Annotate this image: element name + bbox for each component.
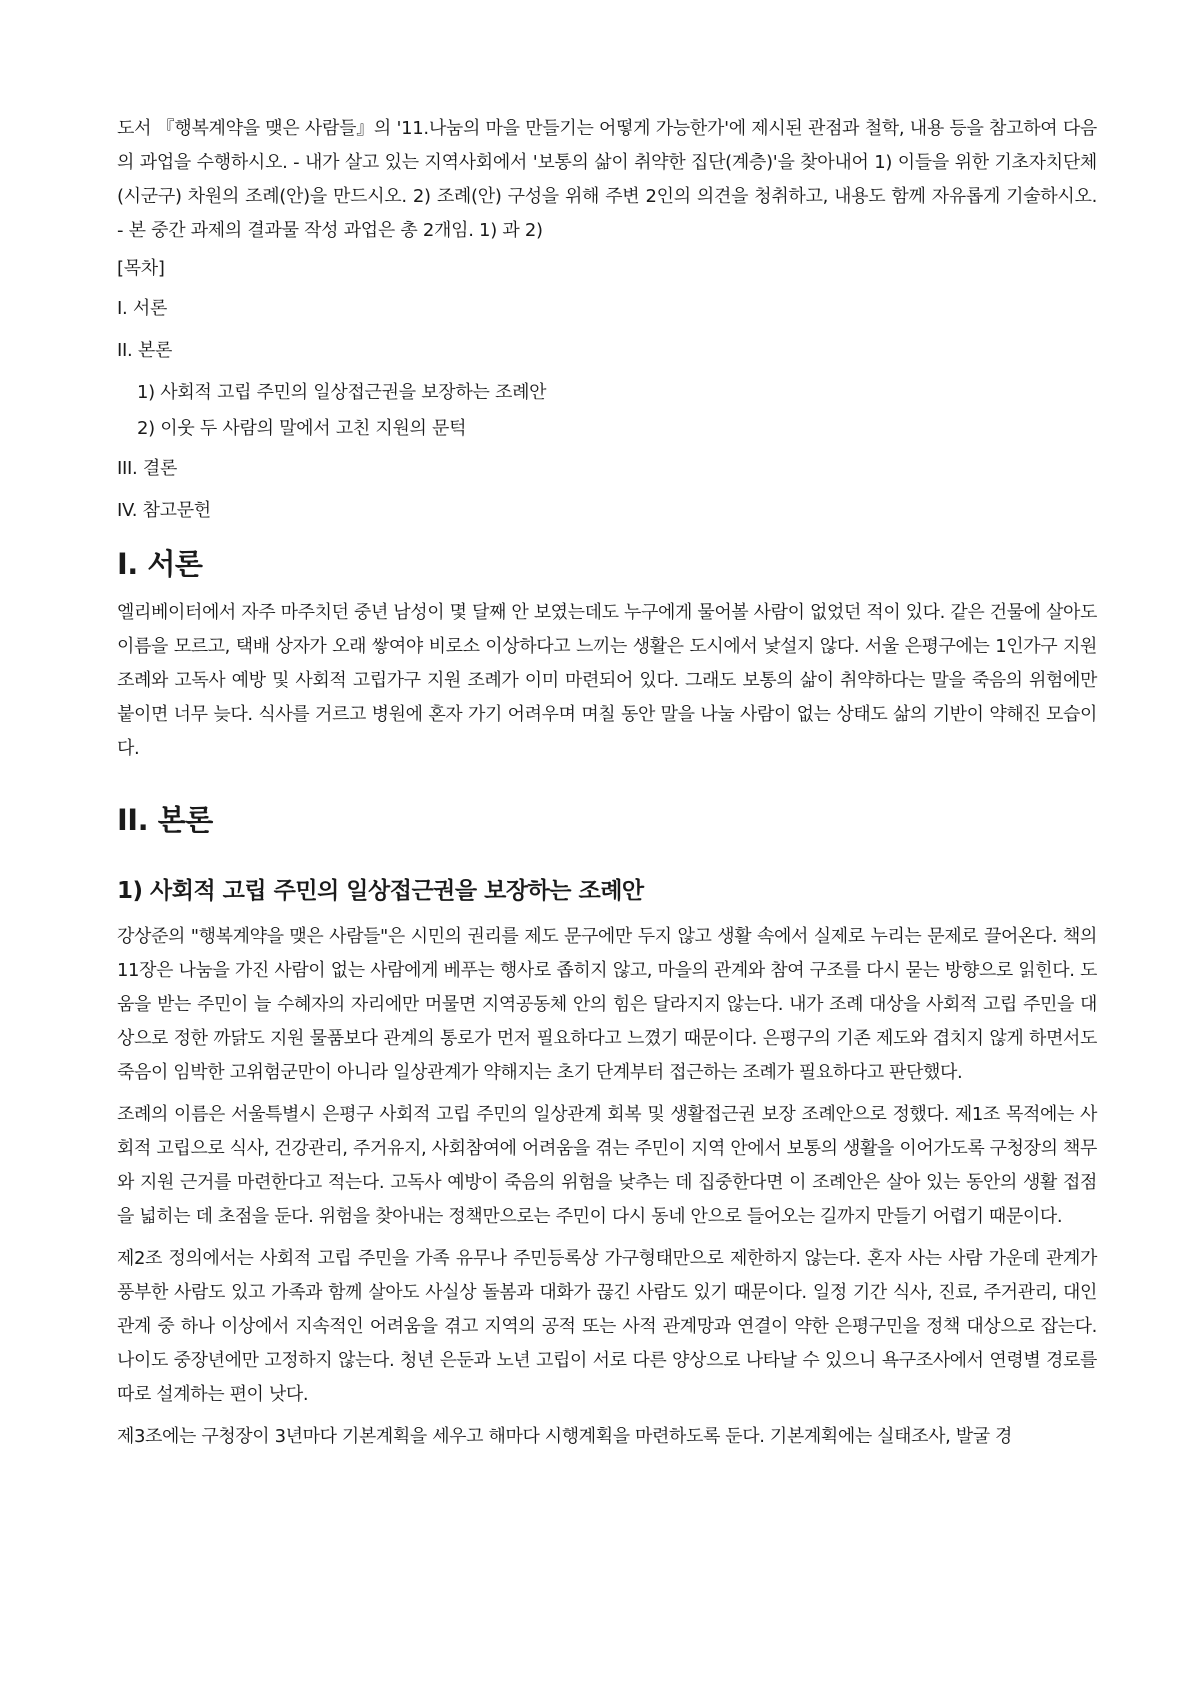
section-heading-body: II. 본론: [117, 803, 213, 837]
toc-item-references: IV. 참고문헌: [117, 500, 211, 521]
intro-paragraph: 엘리베이터에서 자주 마주치던 중년 남성이 몇 달째 안 보였는데도 누구에게 물어볼 사람이 없었던 적이 있다. 같은 건물에 살아도 이름을 모르고, 택배 상자가 오래 쌓여야 비로소 이상하다고 느끼는 생활은 도시에서 낯설지 않다. 서울 은평구에는 1인가구 지원 조례와 고독사 예방 및 사회적 고립가구 지원 조례가 이미 마련되어 있다. 그래도 보통의 삶이 취약하다는 말을 죽음의 위험에만 붙이면 너무 늦다. 식사를 거르고 병원에 혼자 가기 어려우며 며칠 동안 말을 나눌 사람이 없는 상태도 삶의 기반이 약해진 모습이다.: [117, 602, 1097, 759]
toc-subitem-1: 1) 사회적 고립 주민의 일상접근권을 보장하는 조례안: [137, 382, 547, 403]
body-paragraph: 강상준의 "행복계약을 맺은 사람들"은 시민의 권리를 제도 문구에만 두지 않고 생활 속에서 실제로 누리는 문제로 끌어온다. 책의 11장은 나눔을 가진 사람이 없는 사람에게 베푸는 행사로 좁히지 않고, 마을의 관계와 참여 구조를 다시 묻는 방향으로 읽힌다. 도움을 받는 주민이 늘 수혜자의 자리에만 머물면 지역공동체 안의 힘은 달라지지 않는다. 내가 조례 대상을 사회적 고립 주민을 대상으로 정한 까닭도 지원 물품보다 관계의 통로가 먼저 필요하다고 느꼈기 때문이다. 은평구의 기존 제도와 겹치지 않게 하면서도 죽음이 임박한 고위험군만이 아니라 일상관계가 약해지는 초기 단계부터 접근하는 조례가 필요하다고 판단했다.: [117, 926, 1097, 1083]
body-paragraph: 조례의 이름은 서울특별시 은평구 사회적 고립 주민의 일상관계 회복 및 생활접근권 보장 조례안으로 정했다. 제1조 목적에는 사회적 고립으로 식사, 건강관리, 주거유지, 사회참여에 어려움을 겪는 주민이 지역 안에서 보통의 생활을 이어가도록 구청장의 책무와 지원 근거를 마련한다고 적는다. 고독사 예방이 죽음의 위험을 낮추는 데 집중한다면 이 조례안은 살아 있는 동안의 생활 접점을 넓히는 데 초점을 둔다. 위험을 찾아내는 정책만으로는 주민이 다시 동네 안으로 들어오는 길까지 만들기 어렵기 때문이다.: [117, 1104, 1097, 1227]
subsection-heading-1: 1) 사회적 고립 주민의 일상접근권을 보장하는 조례안: [117, 878, 644, 904]
table-of-contents: [117, 258, 1097, 522]
toc-item-intro: I. 서론: [117, 298, 168, 319]
toc-item-conclusion: III. 결론: [117, 458, 178, 479]
body-paragraph: 제2조 정의에서는 사회적 고립 주민을 가족 유무나 주민등록상 가구형태만으로 제한하지 않는다. 혼자 사는 사람 가운데 관계가 풍부한 사람도 있고 가족과 함께 살아도 사실상 돌봄과 대화가 끊긴 사람도 있기 때문이다. 일정 기간 식사, 진료, 주거관리, 대인관계 중 하나 이상에서 지속적인 어려움을 겪고 지역의 공적 또는 사적 관계망과 연결이 약한 은평구민을 정책 대상으로 잡는다. 나이도 중장년에만 고정하지 않는다. 청년 은둔과 노년 고립이 서로 다른 양상으로 나타날 수 있으니 욕구조사에서 연령별 경로를 따로 설계하는 편이 낫다.: [117, 1248, 1097, 1405]
toc-subitem-2: 2) 이웃 두 사람의 말에서 고친 지원의 문턱: [137, 418, 467, 439]
assignment-prompt: 도서 『행복계약을 맺은 사람들』의 '11.나눔의 마을 만들기는 어떻게 가능한가'에 제시된 관점과 철학, 내용 등을 참고하여 다음의 과업을 수행하시오. - 내가 살고 있는 지역사회에서 '보통의 삶이 취약한 집단(계층)'을 찾아내어 1) 이들을 위한 기초자치단체(시군구) 차원의 조례(안)을 만드시오. 2) 조례(안) 구성을 위해 주변 2인의 의견을 청취하고, 내용도 함께 자유롭게 기술하시오. - 본 중간 과제의 결과물 작성 과업은 총 2개임. 1) 과 2): [117, 118, 1097, 241]
document-page: [117, 112, 1097, 1462]
toc-heading: [목차]: [117, 258, 165, 279]
body-paragraph: 제3조에는 구청장이 3년마다 기본계획을 세우고 해마다 시행계획을 마련하도록 둔다. 기본계획에는 실태조사, 발굴 경: [117, 1426, 1013, 1447]
toc-item-body: II. 본론: [117, 340, 173, 361]
section-heading-intro: I. 서론: [117, 547, 203, 581]
